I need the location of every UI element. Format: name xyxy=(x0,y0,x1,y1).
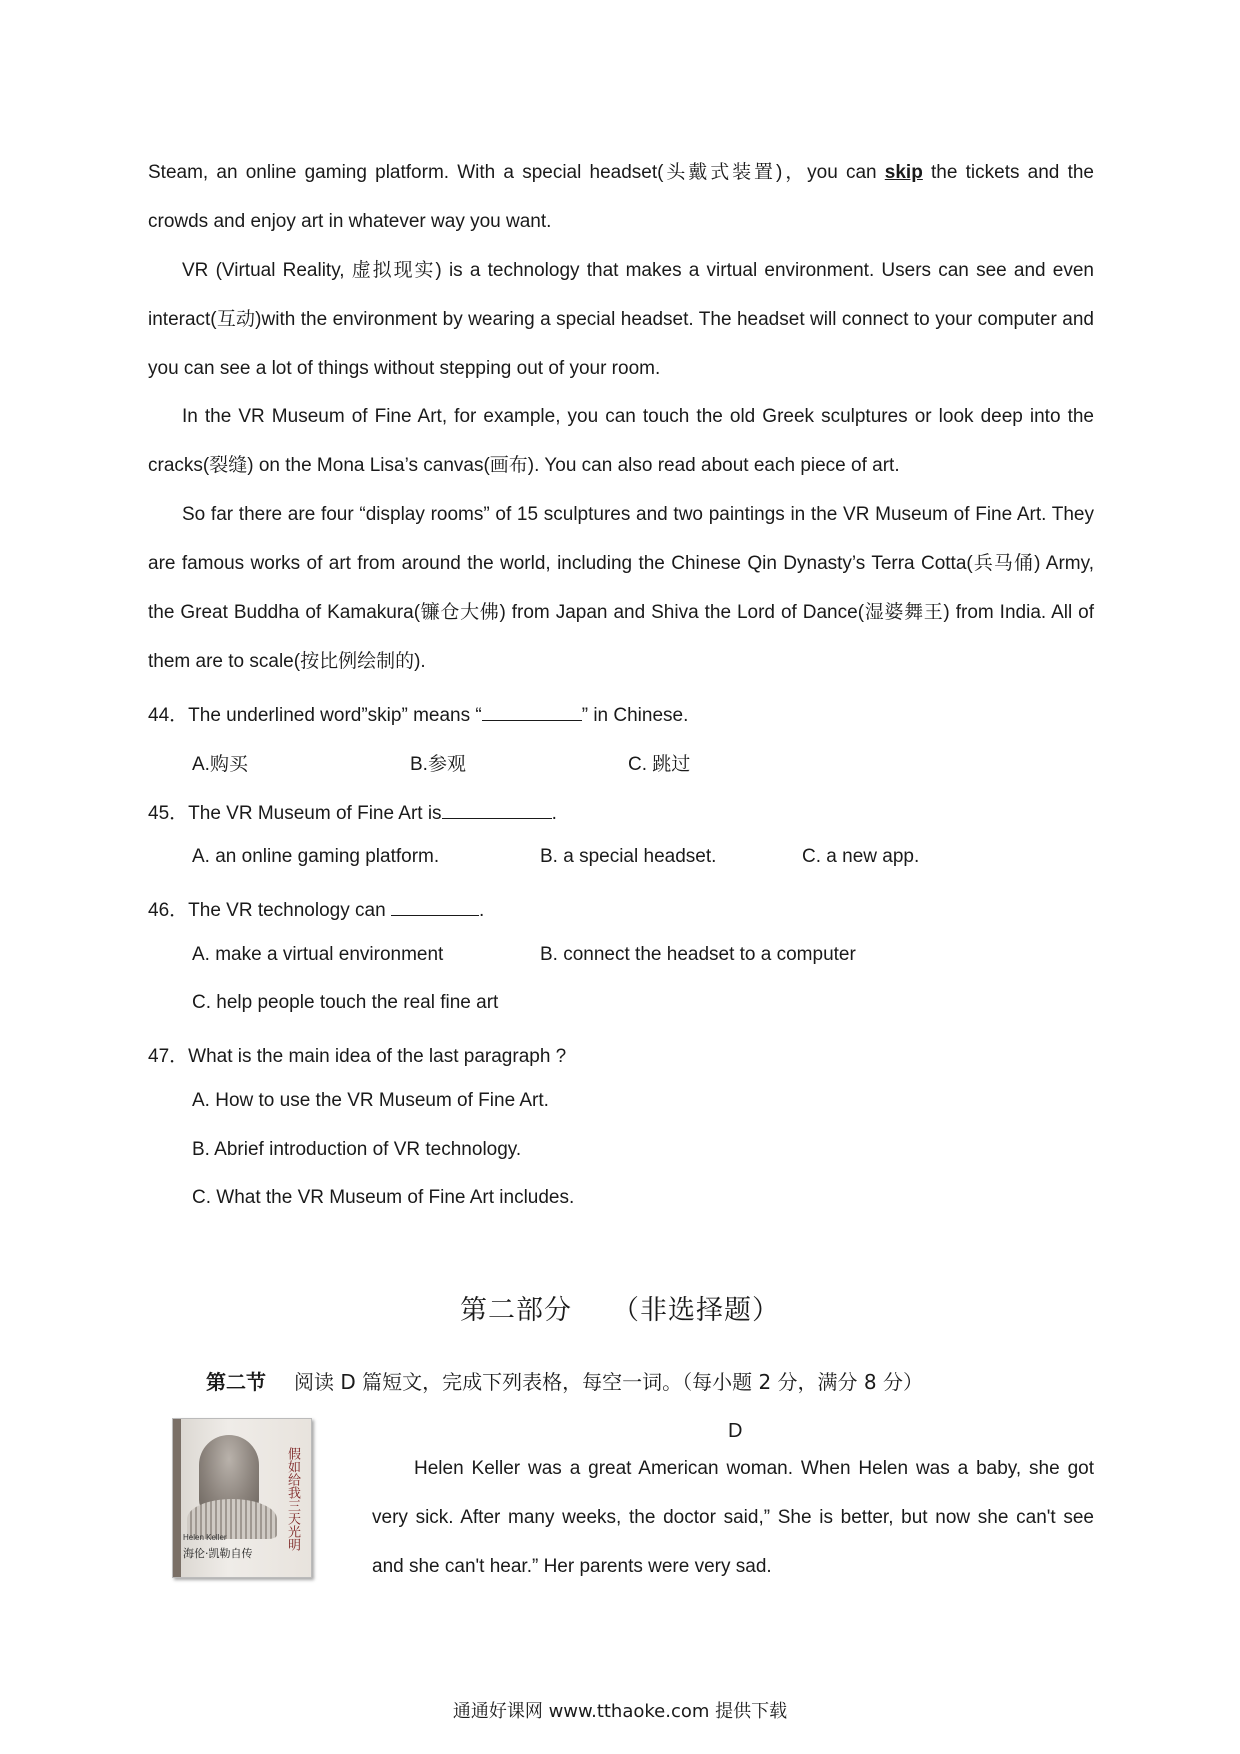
paragraph-text: Steam, an online gaming platform. With a special headset(头戴式装置)，you can xyxy=(148,162,885,183)
option-46-c: C. help people touch the real fine art xyxy=(192,992,499,1013)
answer-blank xyxy=(482,704,582,721)
answer-blank xyxy=(391,899,479,916)
option-44-b: B.参观 xyxy=(410,754,466,775)
question-45 xyxy=(148,798,557,825)
option-45-b: B. a special headset. xyxy=(540,846,717,867)
option-45-a: A. an online gaming platform. xyxy=(192,846,440,867)
option-46-a: A. make a virtual environment xyxy=(192,944,444,965)
option-47-b: B. Abrief introduction of VR technology. xyxy=(192,1139,522,1160)
paragraph-text: the tickets and the crowds and enjoy art in whatever way you want. xyxy=(148,162,1094,232)
book-subtitle: 海伦·凯勒自传 xyxy=(183,1547,253,1560)
passage-paragraph-2: VR (Virtual Reality, 虚拟现实) is a technology that makes a virtual environment. Users can see and even interact(互动)with the environment by wearing a special headset. The headset will connect to your computer and you can see a lot of things without stepping out of your room. xyxy=(148,260,1094,379)
question-number: 47． xyxy=(148,1046,189,1067)
question-stem: What is the main idea of the last paragraph ? xyxy=(188,1046,567,1067)
option-45-c: C. a new app. xyxy=(802,846,920,867)
option-47-a: A. How to use the VR Museum of Fine Art. xyxy=(192,1090,549,1111)
passage-paragraph-3: In the VR Museum of Fine Art, for example, you can touch the old Greek sculptures or look deep into the cracks(裂缝) on the Mona Lisa’s canvas(画布). You can also read about each piece of art. xyxy=(148,406,1094,476)
question-44 xyxy=(148,700,688,727)
question-stem: The underlined word”skip” means “ xyxy=(188,705,482,726)
underlined-word-skip: skip xyxy=(884,162,923,183)
question-stem: The VR technology can xyxy=(188,900,391,921)
section-label: 第二节 xyxy=(206,1370,266,1394)
question-number: 46． xyxy=(148,900,189,921)
question-stem: The VR Museum of Fine Art is xyxy=(188,803,442,824)
question-stem: . xyxy=(478,900,485,921)
question-number: 44． xyxy=(148,705,189,726)
question-stem: . xyxy=(551,803,557,824)
book-title: 假如给我三天光明 xyxy=(285,1447,300,1551)
option-47-c: C. What the VR Museum of Fine Art includes. xyxy=(192,1187,575,1208)
question-number: 45． xyxy=(148,803,189,824)
part-two-title xyxy=(0,1288,1240,1327)
passage-paragraph-4: So far there are four “display rooms” of 15 sculptures and two paintings in the VR Museum of Fine Art. They are famous works of art from around the world, including the Chinese Qin Dynasty’s Terra Cotta(兵马俑) Army, the Great Buddha of Kamakura(镰仓大佛) from Japan and Shiva the Lord of Dance(湿婆舞王) from India. All of them are to scale(按比例绘制的). xyxy=(148,504,1094,672)
passage-paragraph-1 xyxy=(148,148,1094,246)
question-stem: ” in Chinese. xyxy=(581,705,689,726)
section-instructions: 阅读 D 篇短文，完成下列表格，每空一词。（每小题 2 分，满分 8 分） xyxy=(294,1370,923,1394)
part-title-main: 第二部分 xyxy=(460,1295,572,1326)
question-46 xyxy=(148,895,484,922)
option-44-a: A.购买 xyxy=(192,754,248,775)
part-title-sub: （非选择题） xyxy=(612,1295,780,1326)
answer-blank xyxy=(442,802,552,819)
book-cover-image xyxy=(172,1418,312,1578)
footer-source: 通通好课网 www.tthaoke.com 提供下载 xyxy=(452,1701,788,1722)
question-47 xyxy=(148,1041,566,1068)
passage-d-paragraph: Helen Keller was a great American woman. When Helen was a baby, she got very sick. After many weeks, the doctor said,” She is better, but now she can't see and she can't hear.” Her parents were very sad. xyxy=(372,1458,1094,1577)
book-author: Helen Keller xyxy=(183,1533,227,1542)
option-44-c: C. 跳过 xyxy=(628,754,691,775)
option-46-b: B. connect the headset to a computer xyxy=(540,944,856,965)
book-spine xyxy=(173,1419,181,1577)
passage-letter: D xyxy=(728,1420,743,1442)
section-heading xyxy=(206,1366,923,1395)
